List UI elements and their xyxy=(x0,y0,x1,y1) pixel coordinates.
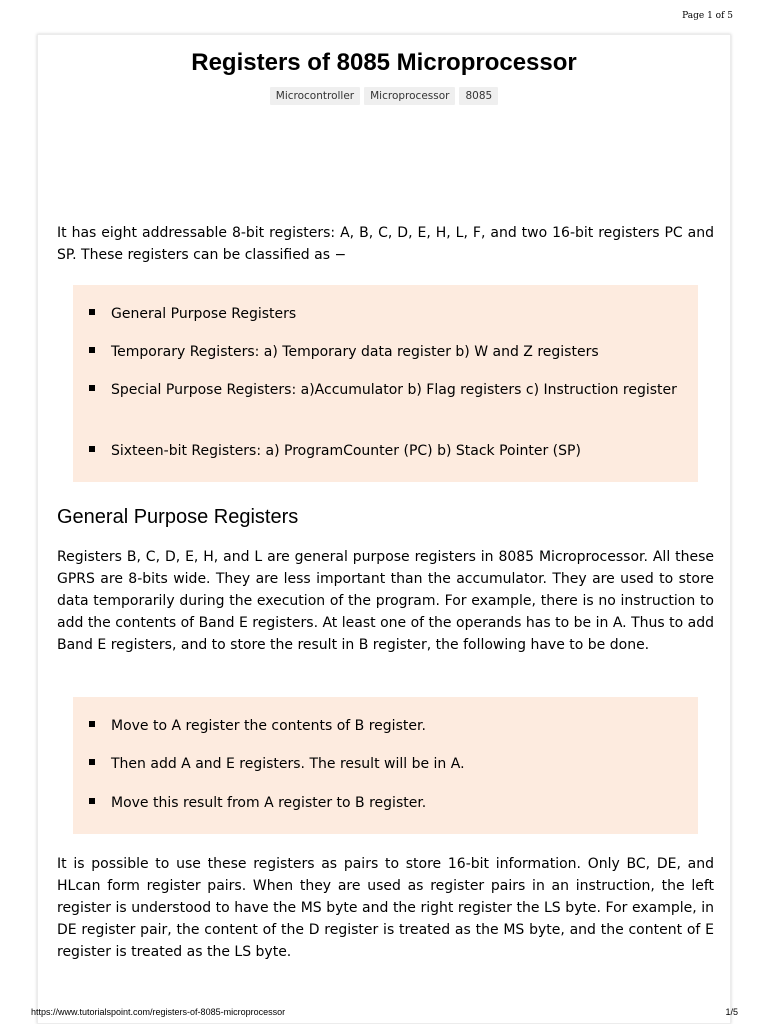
steps-list xyxy=(73,697,698,834)
article-card xyxy=(37,34,731,1024)
page-indicator: Page 1 of 5 xyxy=(682,11,733,21)
list-item-text: Sixteen-bit Registers: a) ProgramCounter (PC) b) Stack Pointer (SP) xyxy=(111,443,581,459)
bullet-icon xyxy=(89,385,95,391)
section-heading: General Purpose Registers xyxy=(57,506,299,528)
list-item-text: Special Purpose Registers: a)Accumulator b) Flag registers c) Instruction register xyxy=(111,382,677,398)
footer-url: https://www.tutorialspoint.com/registers-of-8085-microprocessor xyxy=(31,1007,286,1017)
classification-list xyxy=(73,285,698,482)
list-item-text: Move to A register the contents of B register. xyxy=(111,718,426,734)
bullet-icon xyxy=(89,798,95,804)
bullet-icon xyxy=(89,347,95,353)
gpr-paragraph: Registers B, C, D, E, H, and L are general purpose registers in 8085 Microprocessor. All these GPRS are 8-bits wide. They are less important than the accumulator. They are used to store data temporarily during the execution of the program. For example, there is no instruction to add the contents of Band E registers. At least one of the operands has to be in A. Thus to add Band E registers, and to store the result in B register, the following have to be done. xyxy=(57,549,714,653)
tag-list xyxy=(38,87,730,105)
list-item-text: Temporary Registers: a) Temporary data register b) W and Z registers xyxy=(111,344,599,360)
list-item xyxy=(111,303,682,325)
list-item xyxy=(111,440,682,462)
list-item xyxy=(111,715,682,737)
list-item xyxy=(111,753,682,775)
list-item-text: Move this result from A register to B register. xyxy=(111,795,427,811)
bullet-icon xyxy=(89,309,95,315)
tag-microcontroller[interactable]: Microcontroller xyxy=(270,87,360,105)
tag-8085[interactable]: 8085 xyxy=(459,87,498,105)
list-item xyxy=(111,792,682,814)
list-item-text: Then add A and E registers. The result will be in A. xyxy=(111,756,465,772)
bullet-icon xyxy=(89,446,95,452)
tag-microprocessor[interactable]: Microprocessor xyxy=(364,87,455,105)
pairs-paragraph: It is possible to use these registers as pairs to store 16-bit information. Only BC, DE, and HLcan form register pairs. When they are used as register pairs in an instruction, the left register is understood to have the MS byte and the right register the LS byte. For example, in DE register pair, the content of the D register is treated as the MS byte, and the content of E register is treated as the LS byte. xyxy=(57,856,714,960)
list-item xyxy=(111,379,682,401)
list-item xyxy=(111,341,682,363)
bullet-icon xyxy=(89,759,95,765)
list-item-text: General Purpose Registers xyxy=(111,306,297,322)
footer-page-number: 1/5 xyxy=(725,1007,738,1017)
bullet-icon xyxy=(89,721,95,727)
page-title: Registers of 8085 Microprocessor xyxy=(191,49,577,76)
intro-paragraph: It has eight addressable 8-bit registers: A, B, C, D, E, H, L, F, and two 16-bit registers PC and SP. These registers can be classified as − xyxy=(57,225,714,263)
